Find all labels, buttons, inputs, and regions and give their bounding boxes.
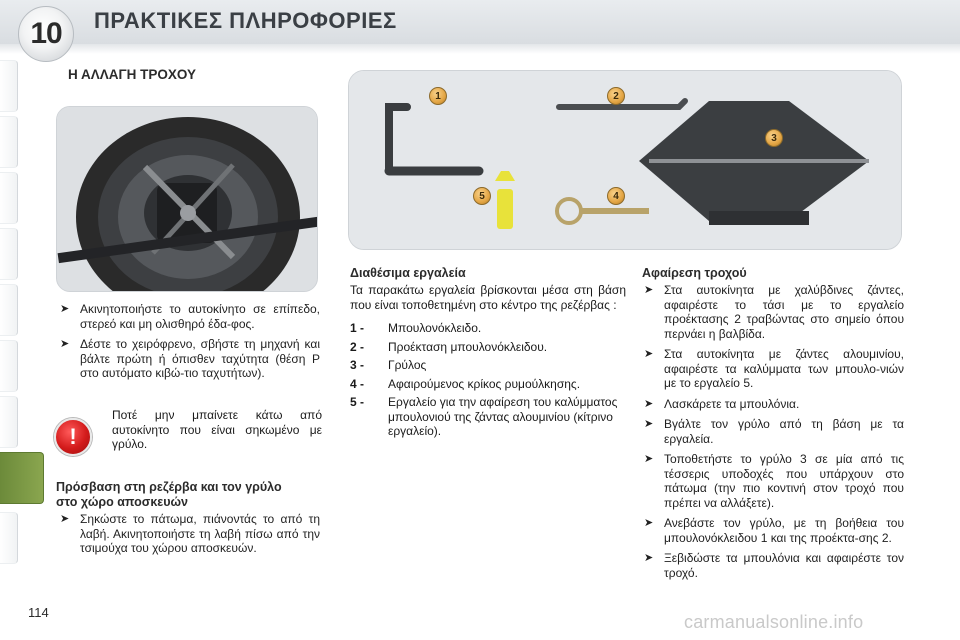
- bullet-text: Ακινητοποιήστε το αυτοκίνητο σε επίπεδο, στερεό και μη ολισθηρό έδα-φος.: [80, 302, 320, 331]
- bullet-text: Τοποθετήστε το γρύλο 3 σε μία από τις τέσσερις υποδοχές που υπάρχουν στο πάτωμα (την πιο κοντινή στον τροχό που πρέπει να αλλάξετε).: [664, 452, 904, 510]
- bullet-text: Στα αυτοκίνητα με ζάντες αλουμινίου, αφαιρέστε τα καλύμματα των μπουλο-νιών με το εργαλείο 5.: [664, 347, 904, 390]
- tools-list: [350, 321, 626, 443]
- bullet-text: Ξεβιδώστε τα μπουλόνια και αφαιρέστε τον τροχό.: [664, 551, 904, 580]
- tool-label: Προέκταση μπουλονόκλειδου.: [388, 339, 548, 354]
- tool-number: 5 -: [350, 395, 365, 409]
- bullet-icon: ➤: [644, 284, 654, 296]
- tool-label: Αφαιρούμενος κρίκος ρυμούλκησης.: [388, 376, 581, 391]
- side-tab[interactable]: [0, 116, 18, 168]
- tool-label: Γρύλος: [388, 358, 427, 372]
- list-item: [350, 377, 626, 392]
- side-tab[interactable]: [0, 284, 18, 336]
- side-tab[interactable]: [0, 512, 18, 564]
- list-item: [56, 302, 320, 331]
- access-bullet-list: [56, 512, 320, 562]
- side-tab[interactable]: [0, 396, 18, 448]
- list-item: [640, 452, 904, 510]
- tools-photo: [348, 70, 902, 250]
- tool-number: 1 -: [350, 321, 365, 335]
- tools-heading: Διαθέσιμα εργαλεία: [350, 266, 466, 280]
- list-item: [56, 512, 320, 556]
- list-item: [350, 321, 626, 336]
- access-heading-line1: Πρόσβαση στη ρεζέρβα και τον γρύλο: [56, 480, 282, 494]
- list-item: [56, 337, 320, 381]
- tool-number: 4 -: [350, 376, 365, 391]
- chapter-title: ΠΡΑΚΤΙΚΕΣ ΠΛΗΡΟΦΟΡΙΕΣ: [94, 8, 397, 33]
- bullet-icon: ➤: [60, 338, 70, 350]
- section-title: Η ΑΛΛΑΓΗ ΤΡΟΧΟΥ: [68, 67, 197, 82]
- side-tab-active[interactable]: [0, 452, 44, 504]
- list-item: [640, 283, 904, 341]
- list-item: [640, 516, 904, 545]
- header-fade: [0, 44, 960, 54]
- warning-icon: !: [54, 418, 92, 456]
- bullet-text: Στα αυτοκίνητα με χαλύβδινες ζάντες, αφαιρέστε το τάσι με το εργαλείο προέκτασης 2 τραβώντας στο σημείο όπου περνάει η βαλβίδα.: [664, 283, 904, 341]
- list-item: [350, 358, 626, 373]
- bullet-icon: ➤: [60, 513, 70, 525]
- list-item: [640, 417, 904, 446]
- side-tab[interactable]: [0, 228, 18, 280]
- bullet-text: Λασκάρετε τα μπουλόνια.: [664, 396, 800, 411]
- removal-bullet-list: [640, 283, 904, 586]
- left-bullet-list: [56, 302, 320, 387]
- callout-3: 3: [765, 129, 783, 147]
- side-tabs: [0, 60, 22, 580]
- list-item: [640, 397, 904, 412]
- access-heading: [56, 480, 320, 510]
- list-item: [350, 340, 626, 355]
- warning-text: Ποτέ μην μπαίνετε κάτω από αυτοκίνητο που είναι σηκωμένο με γρύλο.: [112, 408, 322, 451]
- spare-wheel-photo: [56, 106, 318, 292]
- bullet-text: Σηκώστε το πάτωμα, πιάνοντάς το από τη λαβή. Ακινητοποιήστε τη λαβή πίσω από την τσιμούχα του χώρου αποσκευών.: [80, 512, 320, 555]
- bullet-text: Ανεβάστε τον γρύλο, με τη βοήθεια του μπουλονόκλειδου 1 και της προέκτα-σης 2.: [664, 516, 904, 545]
- list-item: [640, 551, 904, 580]
- bullet-icon: ➤: [644, 348, 654, 360]
- bullet-icon: ➤: [644, 517, 654, 529]
- page-number: 114: [28, 605, 49, 620]
- watermark: carmanualsonline.info: [684, 612, 864, 632]
- warning-box: [54, 400, 324, 470]
- removal-heading: Αφαίρεση τροχού: [642, 266, 747, 280]
- callout-5: 5: [473, 187, 491, 205]
- bullet-text: Βγάλτε τον γρύλο από τη βάση με τα εργαλεία.: [664, 417, 904, 446]
- callout-4: 4: [607, 187, 625, 205]
- tool-number: 3 -: [350, 358, 365, 372]
- bullet-icon: ➤: [60, 303, 70, 315]
- list-item: [350, 395, 626, 439]
- chapter-number: 10: [30, 17, 62, 50]
- tools-intro: Τα παρακάτω εργαλεία βρίσκονται μέσα στη βάση που είναι τοποθετημένη στο κέντρο της ρεζέρβας :: [350, 283, 626, 312]
- bullet-icon: ➤: [644, 453, 654, 465]
- chapter-badge: [18, 6, 74, 62]
- tool-label: Εργαλείο για την αφαίρεση του καλύμματος μπουλονιού της ζάντας αλουμινίου (κίτρινο εργαλείο).: [388, 395, 618, 438]
- bullet-icon: ➤: [644, 397, 654, 410]
- bullet-icon: ➤: [644, 418, 654, 430]
- tool-label: Μπουλονόκλειδο.: [388, 321, 482, 335]
- callout-2: 2: [607, 87, 625, 105]
- access-heading-line2: στο χώρο αποσκευών: [56, 495, 189, 509]
- callout-1: 1: [429, 87, 447, 105]
- tool-number: 2 -: [350, 339, 365, 354]
- bullet-icon: ➤: [644, 552, 654, 564]
- list-item: [640, 347, 904, 391]
- side-tab[interactable]: [0, 340, 18, 392]
- bullet-text: Δέστε το χειρόφρενο, σβήστε τη μηχανή και βάλτε πρώτη ή όπισθεν ταχύτητα (θέση P στο αυτόματο κιβώ-τιο ταχυτήτων).: [80, 337, 320, 380]
- side-tab[interactable]: [0, 60, 18, 112]
- side-tab[interactable]: [0, 172, 18, 224]
